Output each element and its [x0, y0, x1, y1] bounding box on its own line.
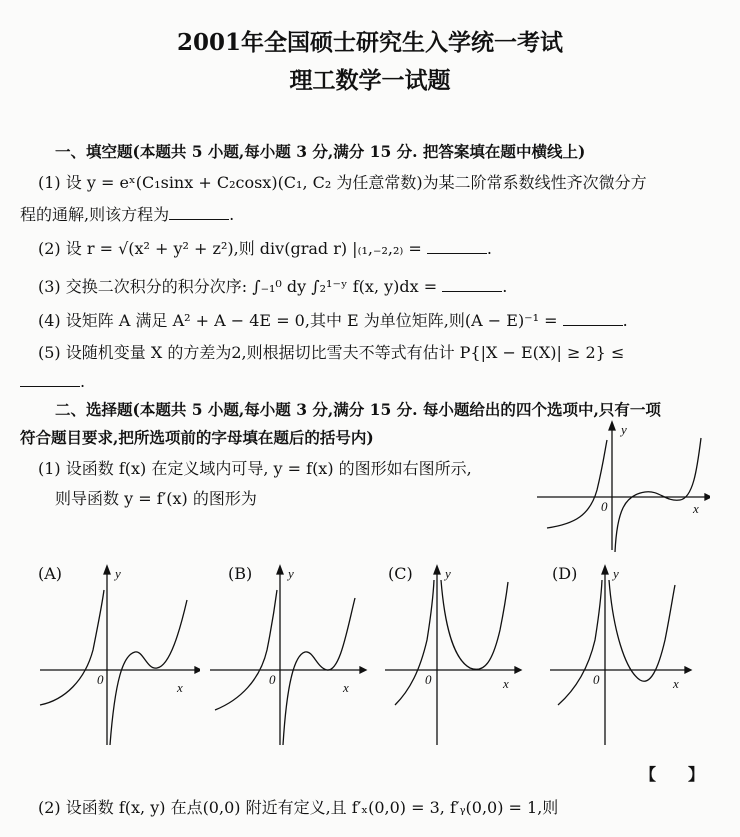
exam-subtitle: 理工数学一试题: [289, 67, 451, 94]
section1-heading: 一、填空题(本题共 5 小题,每小题 3 分,满分 15 分. 把答案填在题中横线上): [55, 142, 586, 161]
answer-blank: [20, 372, 80, 387]
option-b-graph[interactable]: [205, 560, 370, 750]
option-a-label[interactable]: (A): [38, 564, 63, 583]
axis-y-label: y: [288, 566, 294, 581]
answer-blank: [563, 311, 623, 326]
s1-q1-line2: 程的通解,则该方程为 .: [20, 205, 235, 224]
axis-x-label: x: [673, 676, 679, 691]
s1-q5-blank: .: [20, 372, 85, 391]
origin-label: 0: [425, 672, 432, 687]
axis-y-label: y: [445, 566, 451, 581]
origin-label: 0: [97, 672, 104, 687]
axis-x-label: x: [693, 501, 699, 516]
s2-q1-line1: (1) 设函数 f(x) 在定义域内可导, y = f(x) 的图形如右图所示,: [38, 459, 472, 478]
option-c-label[interactable]: (C): [388, 564, 413, 583]
section2-heading-line1: 二、选择题(本题共 5 小题,每小题 3 分,满分 15 分. 每小题给出的四个选项中,只有一项: [55, 400, 661, 419]
answer-blank: [427, 239, 487, 254]
axis-x-label: x: [177, 680, 183, 695]
option-b-label[interactable]: (B): [228, 564, 253, 583]
s1-q3-text: (3) 交换二次积分的积分次序: ∫₋₁⁰ dy ∫₂¹⁻ʸ f(x, y)dx =: [38, 277, 438, 296]
s1-q4-text: (4) 设矩阵 A 满足 A² + A − 4E = 0,其中 E 为单位矩阵,则(A − E)⁻¹ =: [38, 311, 558, 330]
section2-heading-line2: 符合题目要求,把所选项前的字母填在题后的括号内): [20, 428, 374, 447]
s2-q1-line2: 则导函数 y = f′(x) 的图形为: [55, 489, 257, 508]
axis-x-label: x: [503, 676, 509, 691]
s1-q2: (2) 设 r = √(x² + y² + z²),则 div(grad r) |₍₁,₋₂,₂₎ = .: [38, 239, 492, 258]
option-a-graph[interactable]: [35, 560, 200, 750]
axis-y-label: y: [613, 566, 619, 581]
answer-blank: [442, 277, 502, 292]
s1-q1-text: 程的通解,则该方程为: [20, 205, 170, 224]
answer-bracket[interactable]: 【 】: [640, 765, 705, 784]
option-d-graph[interactable]: [540, 560, 705, 750]
axis-y-label: y: [115, 566, 121, 581]
origin-label: 0: [601, 499, 608, 514]
option-d-label[interactable]: (D): [552, 564, 578, 583]
axis-y-label: y: [621, 422, 627, 437]
s2-q2: (2) 设函数 f(x, y) 在点(0,0) 附近有定义,且 f′ₓ(0,0) = 3, f′ᵧ(0,0) = 1,则: [38, 798, 559, 817]
answer-blank: [169, 205, 229, 220]
s1-q2-text: (2) 设 r = √(x² + y² + z²),则 div(grad r) |₍₁,₋₂,₂₎ =: [38, 239, 422, 258]
axis-x-label: x: [343, 680, 349, 695]
s1-q3: (3) 交换二次积分的积分次序: ∫₋₁⁰ dy ∫₂¹⁻ʸ f(x, y)dx = .: [38, 277, 508, 296]
origin-label: 0: [593, 672, 600, 687]
s1-q5: (5) 设随机变量 X 的方差为2,则根据切比雪夫不等式有估计 P{|X − E(X)| ≥ 2} ≤: [38, 343, 625, 362]
exam-title: 2001年全国硕士研究生入学统一考试: [176, 29, 563, 56]
origin-label: 0: [269, 672, 276, 687]
s1-q4: (4) 设矩阵 A 满足 A² + A − 4E = 0,其中 E 为单位矩阵,则(A − E)⁻¹ = .: [38, 311, 628, 330]
s1-q1-line1: (1) 设 y = eˣ(C₁sinx + C₂cosx)(C₁, C₂ 为任意常数)为某二阶常系数线性齐次微分方: [38, 173, 647, 192]
option-c-graph[interactable]: [375, 560, 540, 750]
fx-reference-graph: [535, 420, 710, 555]
